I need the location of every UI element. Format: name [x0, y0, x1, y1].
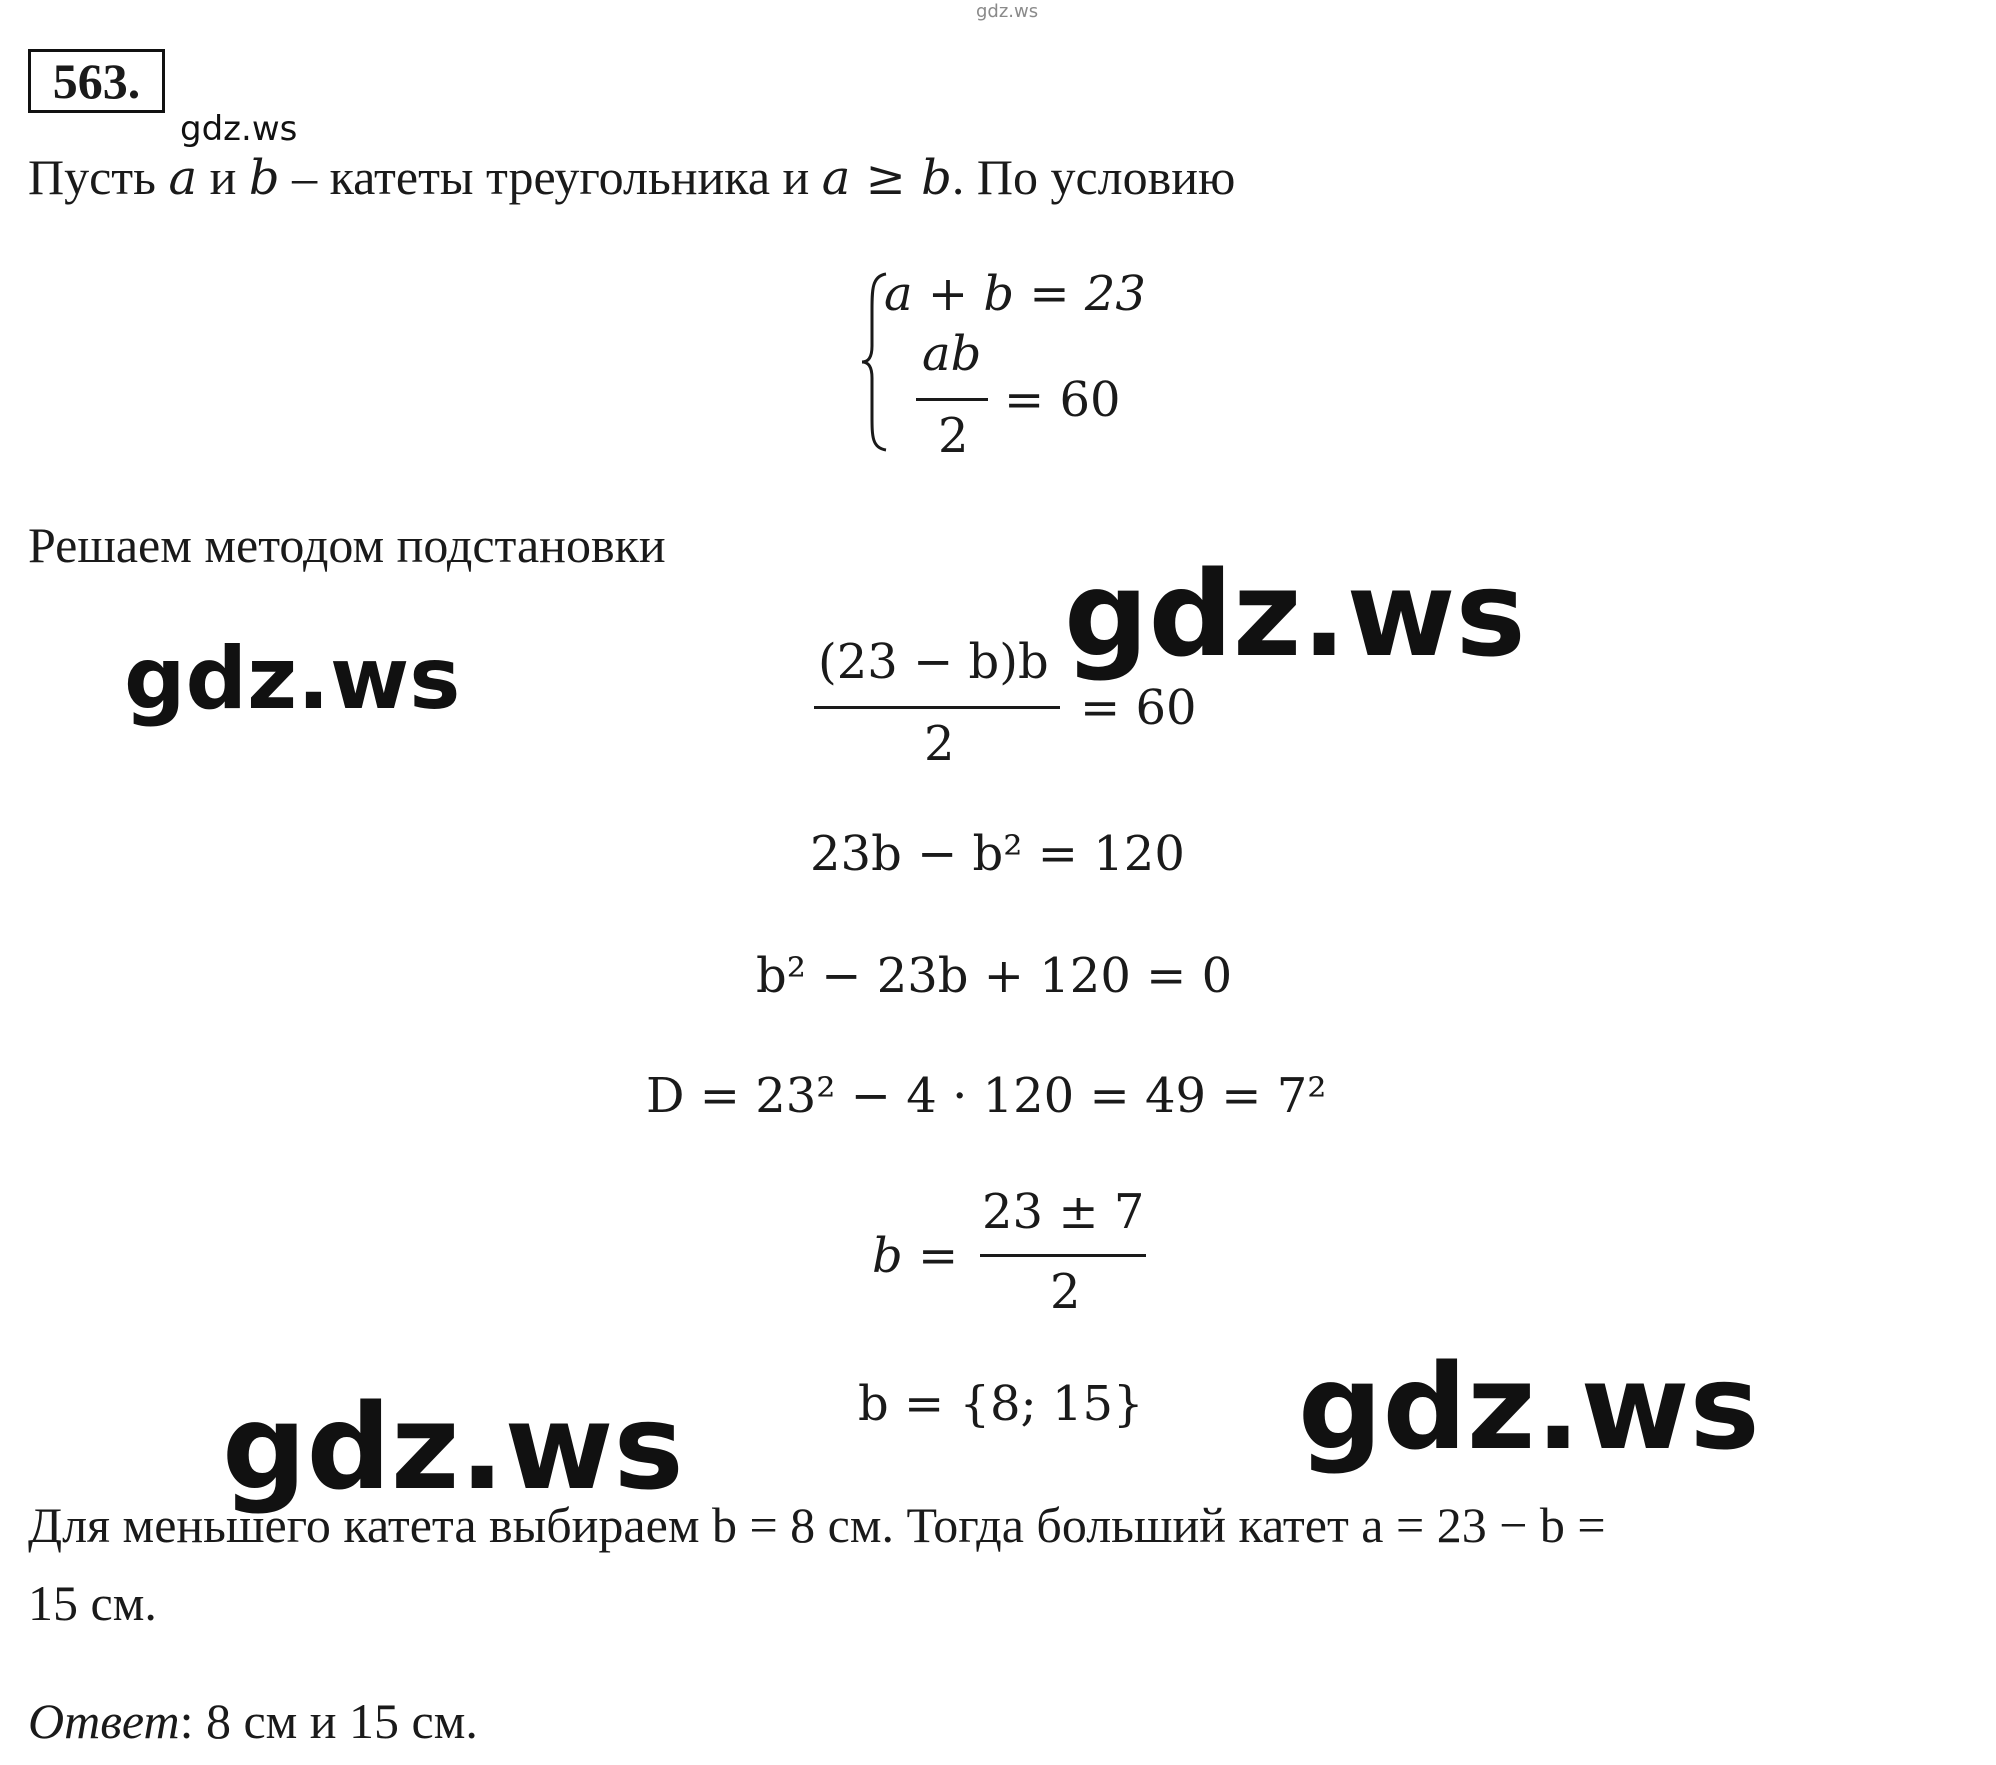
var-a: a	[168, 150, 198, 206]
equation-3: b² − 23b + 120 = 0	[756, 948, 1233, 1004]
watermark-2: gdz.ws	[124, 629, 461, 729]
intro-text-4: . По условию	[951, 149, 1236, 205]
system-eq1: a + b = 23	[884, 266, 1146, 322]
conclusion-line-2: 15 см.	[28, 1575, 157, 1631]
system-eq2-rhs: = 60	[1004, 372, 1121, 428]
eq1-numerator: (23 − b)b	[818, 634, 1049, 690]
eq5-numerator: 23 ± 7	[982, 1184, 1145, 1240]
answer-label: Ответ	[28, 1693, 180, 1749]
intro-line	[28, 149, 1236, 206]
small-watermark: gdz.ws	[180, 109, 298, 149]
watermark-3: gdz.ws	[1298, 1338, 1760, 1476]
intro-text-2: и	[197, 149, 249, 205]
fraction-numerator: ab	[922, 326, 982, 382]
equation-1-rhs: = 60	[1080, 680, 1197, 736]
equation-4-discriminant: D = 23² − 4 · 120 = 49 = 7²	[646, 1068, 1327, 1124]
eq5-denominator: 2	[1050, 1264, 1081, 1320]
problem-number: 563.	[28, 49, 165, 113]
equation-6-solutions: b = {8; 15}	[858, 1376, 1144, 1432]
equation-5-lhs: b =	[872, 1228, 959, 1284]
eq1-denominator: 2	[924, 716, 955, 772]
watermark-4: gdz.ws	[222, 1378, 684, 1516]
fraction-bar	[916, 398, 988, 401]
equation-5-fraction	[980, 1184, 1150, 1320]
answer-text: : 8 см и 15 см.	[179, 1693, 478, 1749]
equation-1-fraction	[814, 634, 1064, 772]
condition: a ≥ b	[821, 150, 952, 206]
top-watermark: gdz.ws	[976, 1, 1039, 22]
eq5-fraction-bar	[980, 1254, 1146, 1257]
eq1-fraction-bar	[814, 706, 1060, 709]
method-label: Решаем методом подстановки	[28, 517, 666, 573]
watermark-1: gdz.ws	[1064, 545, 1526, 683]
intro-text-3: – катеты треугольника и	[279, 149, 822, 205]
answer-line	[28, 1693, 478, 1749]
intro-text-1: Пусть	[28, 149, 169, 205]
var-b: b	[248, 150, 280, 206]
fraction-denominator: 2	[938, 408, 969, 464]
system-fraction	[916, 326, 990, 464]
conclusion-line-1: Для меньшего катета выбираем b = 8 см. Тогда больший катет a = 23 − b =	[28, 1497, 1606, 1553]
equation-2: 23b − b² = 120	[810, 826, 1185, 882]
